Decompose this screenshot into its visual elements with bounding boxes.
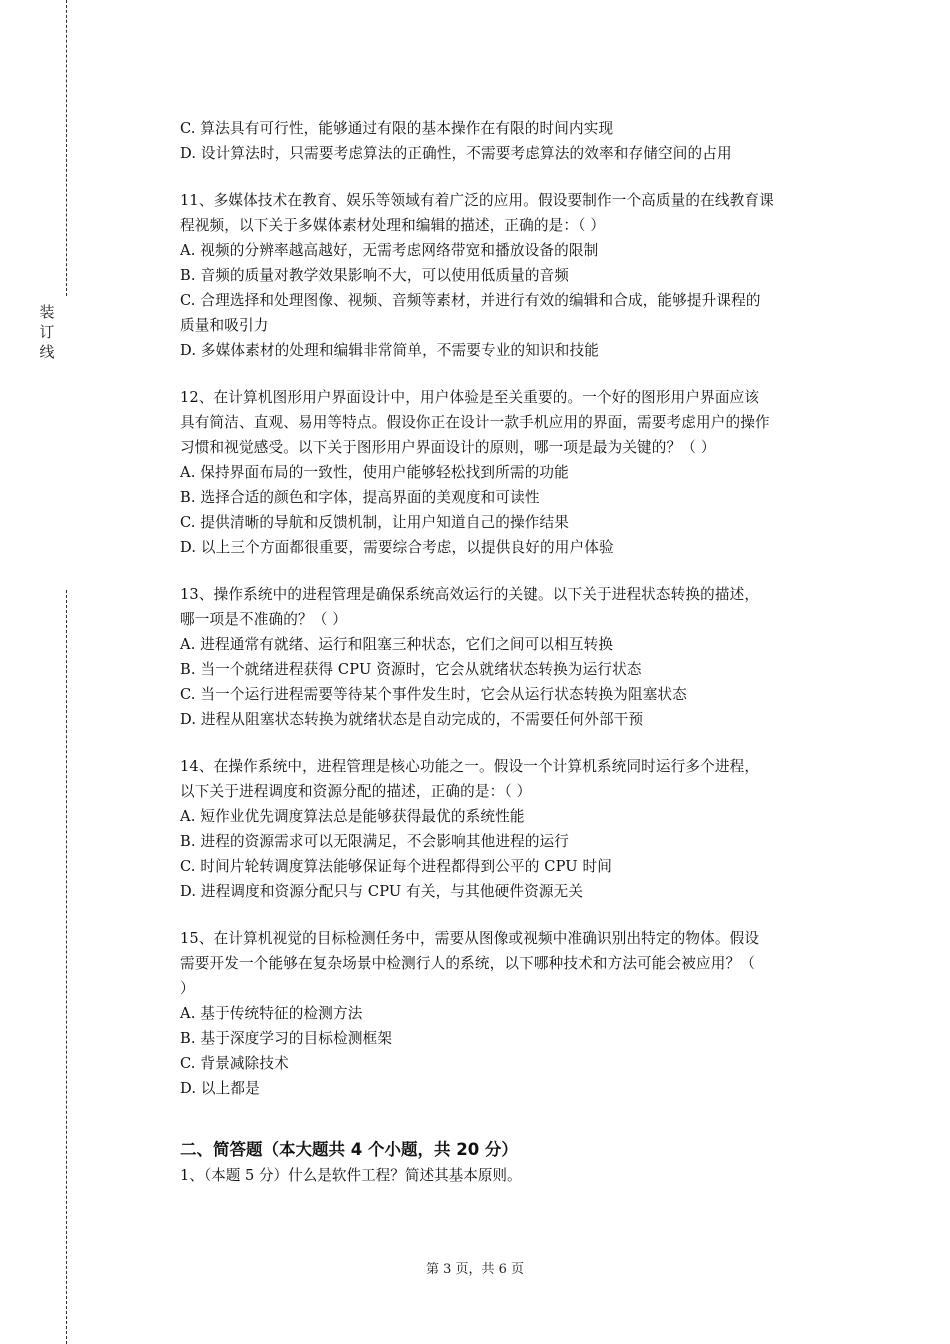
question-stem-line: 14、在操作系统中，进程管理是核心功能之一。假设一个计算机系统同时运行多个进程， bbox=[180, 758, 760, 775]
question-stem-line: ） bbox=[180, 980, 195, 997]
option-line: A. 短作业优先调度算法总是能够获得最优的系统性能 bbox=[180, 808, 525, 825]
binding-line-bottom bbox=[66, 590, 67, 1344]
option-line: C. 合理选择和处理图像、视频、音频等素材，并进行有效的编辑和合成，能够提升课程的 bbox=[180, 292, 761, 309]
option-line: B. 进程的资源需求可以无限满足，不会影响其他进程的运行 bbox=[180, 833, 570, 850]
question-stem-line: 哪一项是不准确的？（ ） bbox=[180, 611, 347, 628]
option-line: B. 基于深度学习的目标检测框架 bbox=[180, 1030, 393, 1047]
question-stem-line: 具有简洁、直观、易用等特点。假设你正在设计一款手机应用的界面，需要考虑用户的操作 bbox=[180, 414, 770, 431]
binding-line-top bbox=[66, 0, 67, 296]
option-line: D. 以上都是 bbox=[180, 1080, 260, 1097]
option-line: B. 当一个就绪进程获得 CPU 资源时，它会从就绪状态转换为运行状态 bbox=[180, 661, 642, 678]
option-line: D. 进程调度和资源分配只与 CPU 有关，与其他硬件资源无关 bbox=[180, 883, 584, 900]
option-line: D. 设计算法时，只需要考虑算法的正确性，不需要考虑算法的效率和存储空间的占用 bbox=[180, 145, 732, 162]
binding-label-char: 线 bbox=[39, 343, 55, 361]
option-line: A. 视频的分辨率越高越好，无需考虑网络带宽和播放设备的限制 bbox=[180, 242, 599, 259]
option-line: C. 算法具有可行性，能够通过有限的基本操作在有限的时间内实现 bbox=[180, 120, 614, 137]
question-stem-line: 程视频，以下关于多媒体素材处理和编辑的描述，正确的是：（ ） bbox=[180, 217, 606, 234]
option-line: B. 音频的质量对教学效果影响不大，可以使用低质量的音频 bbox=[180, 267, 570, 284]
option-line: C. 当一个运行进程需要等待某个事件发生时，它会从运行状态转换为阻塞状态 bbox=[180, 686, 687, 703]
option-line: A. 保持界面布局的一致性，使用户能够轻松找到所需的功能 bbox=[180, 464, 569, 481]
question-stem-line: 13、操作系统中的进程管理是确保系统高效运行的关键。以下关于进程状态转换的描述， bbox=[180, 586, 760, 603]
option-line: D. 进程从阻塞状态转换为就绪状态是自动完成的，不需要任何外部干预 bbox=[180, 711, 644, 728]
option-line: D. 以上三个方面都很重要，需要综合考虑，以提供良好的用户体验 bbox=[180, 539, 614, 556]
option-line: D. 多媒体素材的处理和编辑非常简单，不需要专业的知识和技能 bbox=[180, 342, 599, 359]
question-14 bbox=[180, 754, 840, 904]
option-line: A. 进程通常有就绪、运行和阻塞三种状态，它们之间可以相互转换 bbox=[180, 636, 614, 653]
short-answer-question-1: 1、（本题 5 分）什么是软件工程？简述其基本原则。 bbox=[180, 1167, 522, 1184]
question-list bbox=[180, 116, 840, 1101]
question-stem-line: 需要开发一个能够在复杂场景中检测行人的系统，以下哪种技术和方法可能会被应用？（ bbox=[180, 955, 756, 972]
option-line: C. 时间片轮转调度算法能够保证每个进程都得到公平的 CPU 时间 bbox=[180, 858, 613, 875]
binding-label-char: 订 bbox=[39, 323, 55, 341]
option-line: C. 提供清晰的导航和反馈机制，让用户知道自己的操作结果 bbox=[180, 514, 569, 531]
question-15 bbox=[180, 926, 840, 1101]
question-stem-line: 15、在计算机视觉的目标检测任务中，需要从图像或视频中准确识别出特定的物体。假设 bbox=[180, 930, 760, 947]
question-stem-line: 11、多媒体技术在教育、娱乐等领域有着广泛的应用。假设要制作一个高质量的在线教育课 bbox=[180, 192, 774, 209]
option-line: C. 背景减除技术 bbox=[180, 1055, 289, 1072]
section-heading: 二、简答题（本大题共 4 个小题，共 20 分） bbox=[180, 1140, 518, 1159]
binding-label bbox=[38, 302, 56, 362]
question-11 bbox=[180, 188, 840, 363]
option-line: B. 选择合适的颜色和字体，提高界面的美观度和可读性 bbox=[180, 489, 540, 506]
question-stem-line: 以下关于进程调度和资源分配的描述，正确的是：（ ） bbox=[180, 783, 532, 800]
question-12 bbox=[180, 385, 840, 560]
page-footer: 第 3 页，共 6 页 bbox=[425, 1262, 525, 1277]
option-line: 质量和吸引力 bbox=[180, 317, 269, 334]
question-13 bbox=[180, 582, 840, 732]
option-line: A. 基于传统特征的检测方法 bbox=[180, 1005, 363, 1022]
binding-label-char: 装 bbox=[39, 303, 55, 321]
question-stem-line: 习惯和视觉感受。以下关于图形用户界面设计的原则，哪一项是最为关键的？（ ） bbox=[180, 439, 716, 456]
question-stem-line: 12、在计算机图形用户界面设计中，用户体验是至关重要的。一个好的图形用户界面应该 bbox=[180, 389, 760, 406]
